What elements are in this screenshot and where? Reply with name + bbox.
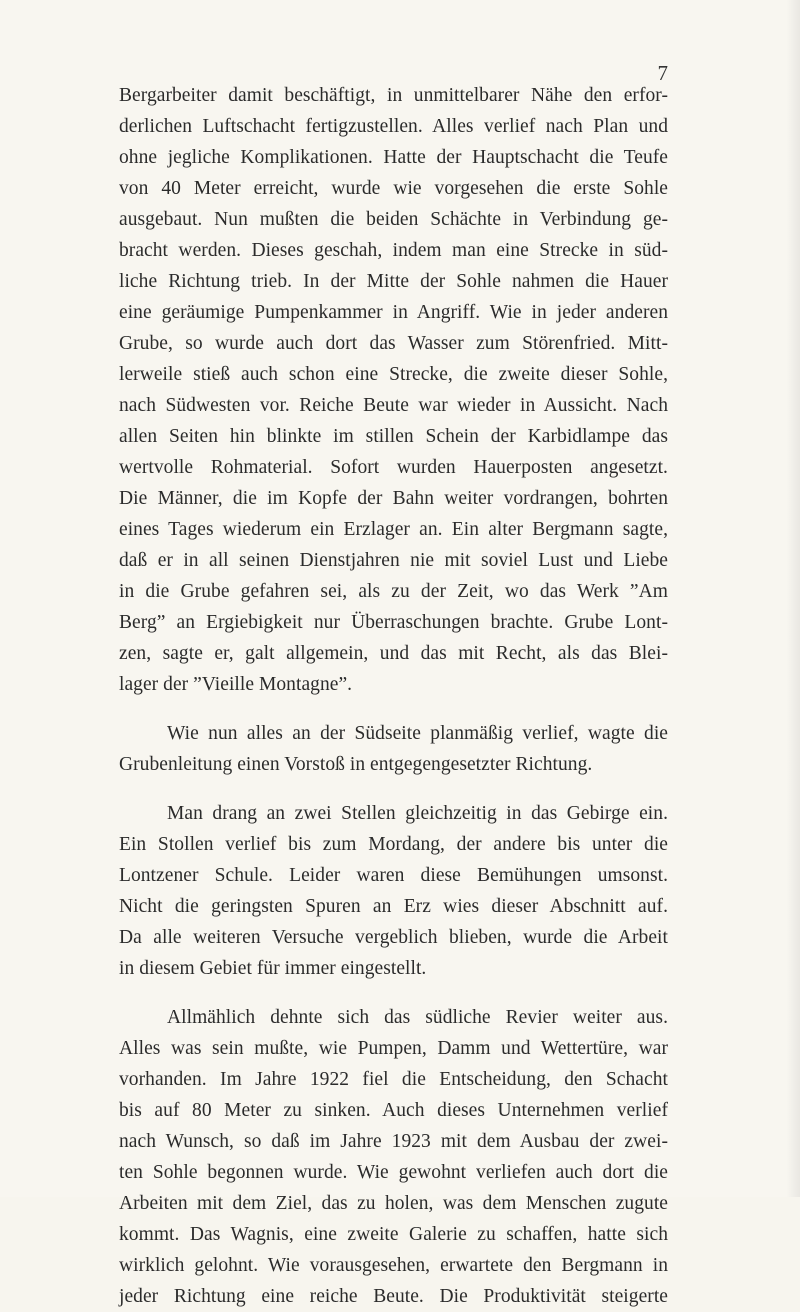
text-line: in diesem Gebiet für immer eingestellt.: [119, 958, 427, 979]
text-line: Berg” an Ergiebigkeit nur Überraschungen brachte. Grube Lont-: [119, 612, 668, 633]
text-line: eines Tages wiederum ein Erzlager an. Ein alter Bergmann sagte,: [119, 519, 668, 540]
paragraph-gap: [119, 700, 668, 718]
text-line: Allmählich dehnte sich das südliche Revier weiter aus.: [167, 1007, 668, 1028]
text-line: kommt. Das Wagnis, eine zweite Galerie zu schaffen, hatte sich: [119, 1224, 668, 1245]
text-line: Nicht die geringsten Spuren an Erz wies dieser Abschnitt auf.: [119, 896, 668, 917]
text-line: vorhanden. Im Jahre 1922 fiel die Entscheidung, den Schacht: [119, 1069, 668, 1090]
text-line: Da alle weiteren Versuche vergeblich blieben, wurde die Arbeit: [119, 927, 668, 948]
text-line: Ein Stollen verlief bis zum Mordang, der andere bis unter die: [119, 834, 668, 855]
text-line: Grubenleitung einen Vorstoß in entgegengesetzter Richtung.: [119, 754, 593, 775]
text-line: Lontzener Schule. Leider waren diese Bemühungen umsonst.: [119, 865, 668, 886]
text-line: liche Richtung trieb. In der Mitte der Sohle nahmen die Hauer: [119, 271, 668, 292]
text-line: Wie nun alles an der Südseite planmäßig verlief, wagte die: [167, 723, 668, 744]
text-line: eine geräumige Pumpenkammer in Angriff. Wie in jeder anderen: [119, 302, 668, 323]
text-line: lerweile stieß auch schon eine Strecke, die zweite dieser Sohle,: [119, 364, 668, 385]
text-line: nach Südwesten vor. Reiche Beute war wieder in Aussicht. Nach: [119, 395, 668, 416]
page-edge-shadow: [786, 0, 800, 1197]
text-line: Man drang an zwei Stellen gleichzeitig in das Gebirge ein.: [167, 803, 668, 824]
page-number: 7: [657, 61, 668, 85]
text-line: zen, sagte er, galt allgemein, und das mit Recht, als das Blei-: [119, 643, 668, 664]
paragraph-4: [119, 1002, 668, 1312]
text-line: daß er in all seinen Dienstjahren nie mit soviel Lust und Liebe: [119, 550, 668, 571]
paragraph-1: [119, 80, 668, 700]
text-line: bracht werden. Dieses geschah, indem man eine Strecke in süd-: [119, 240, 668, 261]
text-line: nach Wunsch, so daß im Jahre 1923 mit dem Ausbau der zwei-: [119, 1131, 668, 1152]
text-line: bis auf 80 Meter zu sinken. Auch dieses Unternehmen verlief: [119, 1100, 668, 1121]
text-line: ausgebaut. Nun mußten die beiden Schächte in Verbindung ge-: [119, 209, 668, 230]
body-text: [119, 80, 668, 1312]
text-line: von 40 Meter erreicht, wurde wie vorgesehen die erste Sohle: [119, 178, 668, 199]
text-line: wirklich gelohnt. Wie vorausgesehen, erwartete den Bergmann in: [119, 1255, 668, 1276]
text-line: ten Sohle begonnen wurde. Wie gewohnt verliefen auch dort die: [119, 1162, 668, 1183]
text-line: wertvolle Rohmaterial. Sofort wurden Hauerposten angesetzt.: [119, 457, 668, 478]
paragraph-2: [119, 718, 668, 780]
text-line: lager der ”Vieille Montagne”.: [119, 674, 353, 695]
text-line: Alles was sein mußte, wie Pumpen, Damm und Wettertüre, war: [119, 1038, 668, 1059]
paragraph-gap: [119, 780, 668, 798]
text-line: in die Grube gefahren sei, als zu der Zeit, wo das Werk ”Am: [119, 581, 668, 602]
paragraph-3: [119, 798, 668, 984]
text-line: Die Männer, die im Kopfe der Bahn weiter vordrangen, bohrten: [119, 488, 668, 509]
text-line: ohne jegliche Komplikationen. Hatte der Hauptschacht die Teufe: [119, 147, 668, 168]
text-line: allen Seiten hin blinkte im stillen Schein der Karbidlampe das: [119, 426, 668, 447]
text-line: Arbeiten mit dem Ziel, das zu holen, was dem Menschen zugute: [119, 1193, 668, 1214]
paragraph-gap: [119, 984, 668, 1002]
text-line: Bergarbeiter damit beschäftigt, in unmittelbarer Nähe den erfor-: [119, 85, 668, 106]
text-line: derlichen Luftschacht fertigzustellen. Alles verlief nach Plan und: [119, 116, 668, 137]
text-line: Grube, so wurde auch dort das Wasser zum Störenfried. Mitt-: [119, 333, 668, 354]
text-line: jeder Richtung eine reiche Beute. Die Produktivität steigerte: [119, 1286, 668, 1307]
